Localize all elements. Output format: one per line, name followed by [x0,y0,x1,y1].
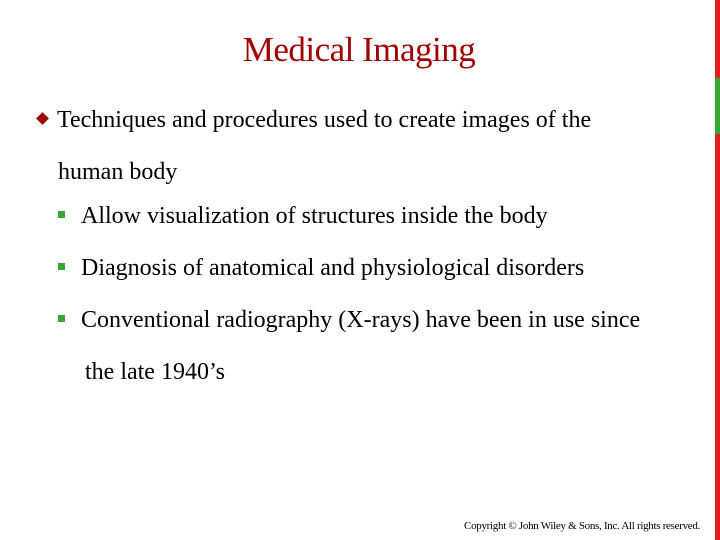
diamond-bullet-icon [36,112,49,125]
sub-bullet-1-text: Allow visualization of structures inside the body [81,203,548,229]
copyright-footer: Copyright © John Wiley & Sons, Inc. All rights reserved. [464,520,700,532]
main-bullet [32,94,672,185]
main-bullet-line-1: Techniques and procedures used to create images of the [57,107,592,133]
main-bullet-line-2: human body [58,159,178,185]
square-bullet-icon [58,263,65,270]
sub-bullet-2 [58,242,584,294]
sub-bullet-1 [58,190,548,242]
accent-bar-middle [715,78,720,134]
slide-title: Medical Imaging [242,30,476,69]
accent-bar-bottom [715,134,720,540]
sub-bullet-3 [58,294,640,346]
square-bullet-icon [58,211,65,218]
sub-bullet-3-continuation: the late 1940’s [85,359,225,385]
square-bullet-icon [58,315,65,322]
sub-bullet-2-text: Diagnosis of anatomical and physiological disorders [81,255,585,281]
sub-bullet-3-text: Conventional radiography (X-rays) have been in use since [81,307,641,333]
